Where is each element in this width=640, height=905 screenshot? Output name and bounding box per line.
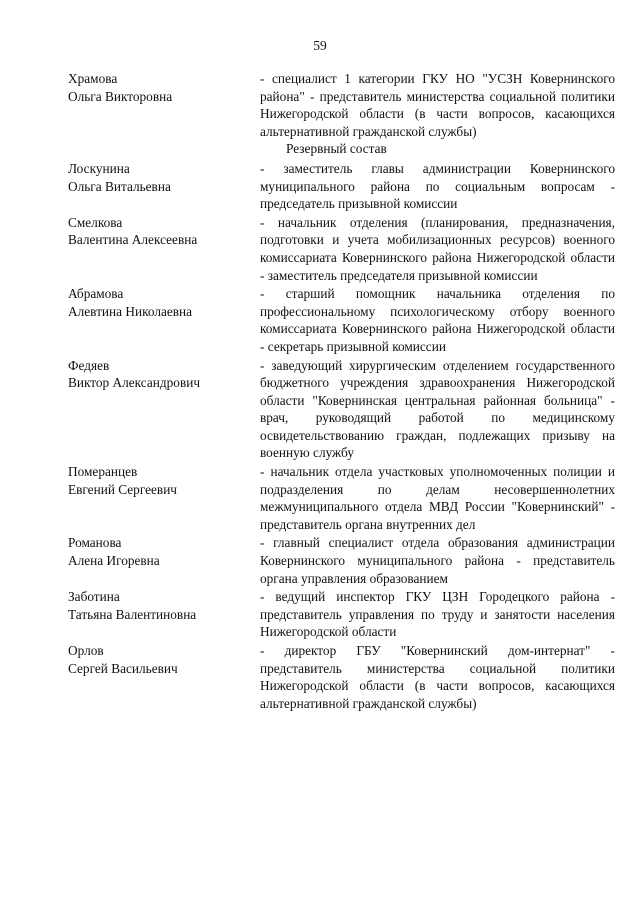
member-entry [68,588,616,641]
member-last-name: Романова [68,535,122,551]
member-first-name: Евгений Сергеевич [68,481,177,497]
member-role: - специалист 1 категории ГКУ НО "УСЗН Ковернинского района" - представитель министерства социальной политики Нижегородской области (в части вопросов, касающихся альтернативной гражданской службы) [260,71,615,139]
member-last-name: Смелкова [68,214,123,230]
member-name [68,534,260,587]
section-title: Резервный состав [286,141,387,157]
member-name [68,463,260,533]
member-last-name: Заботина [68,589,120,605]
member-first-name: Сергей Васильевич [68,660,178,676]
member-entry [68,285,616,355]
member-name [68,357,260,463]
member-last-name: Лоскунина [68,160,130,176]
member-name [68,160,260,213]
member-role: - заместитель главы администрации Ковернинского муниципального района по социальным вопросам - председатель призывной комиссии [260,160,615,212]
member-first-name: Алена Игоревна [68,553,160,569]
member-last-name: Померанцев [68,464,138,480]
member-entry [68,534,616,587]
member-entry [68,357,616,463]
member-entry [68,214,616,284]
member-first-name: Виктор Александрович [68,375,201,391]
member-first-name: Ольга Викторовна [68,88,173,104]
member-name [68,70,260,140]
member-last-name: Федяев [68,357,110,373]
member-role: - начальник отдела участковых уполномоченных полиции и подразделения по делам несовершеннолетних межмуниципального отдела МВД России "Ковернинский" - представитель органа внутренних дел [260,464,615,532]
member-entry [68,642,616,712]
member-last-name: Храмова [68,71,118,86]
member-first-name: Валентина Алексеевна [68,232,198,248]
member-name [68,214,260,284]
member-role: - главный специалист отдела образования администрации Ковернинского муниципального района - представитель органа управления образованием [260,535,615,586]
member-last-name: Орлов [68,643,104,658]
member-first-name: Ольга Витальевна [68,178,171,194]
member-entry [68,70,616,140]
member-role: - директор ГБУ "Ковернинский дом-интернат" - представитель министерства социальной политики Нижегородской области (в части вопросов, касающихся альтернативной гражданской службы) [260,643,615,711]
member-name [68,642,260,712]
member-first-name: Алевтина Николаевна [68,303,193,319]
member-role: - старший помощник начальника отделения по профессиональному психологическому отбору военного комиссариата Ковернинского района Нижегородской области - секретарь призывной комиссии [260,286,615,354]
page-number: 59 [313,38,327,53]
member-role: - заведующий хирургическим отделением государственного бюджетного учреждения здравоохранения Нижегородской области "Ковернинская центральная районная больница" - врач, руководящий работой по медицинскому освидетельствованию граждан, подлежащих призыву на военную службу [260,357,615,461]
member-entry [68,463,616,533]
member-entry [68,160,616,213]
member-role: - ведущий инспектор ГКУ ЦЗН Городецкого района - представитель управления по труду и занятости населения Нижегородской области [260,589,615,640]
member-name [68,588,260,641]
member-name [68,285,260,355]
commission-list [68,70,616,713]
member-role: - начальник отделения (планирования, предназначения, подготовки и учета мобилизационных ресурсов) военного комиссариата Ковернинского района Нижегородской области - заместитель председателя призывной комиссии [260,214,615,283]
member-first-name: Татьяна Валентиновна [68,606,197,622]
member-last-name: Абрамова [68,286,124,302]
